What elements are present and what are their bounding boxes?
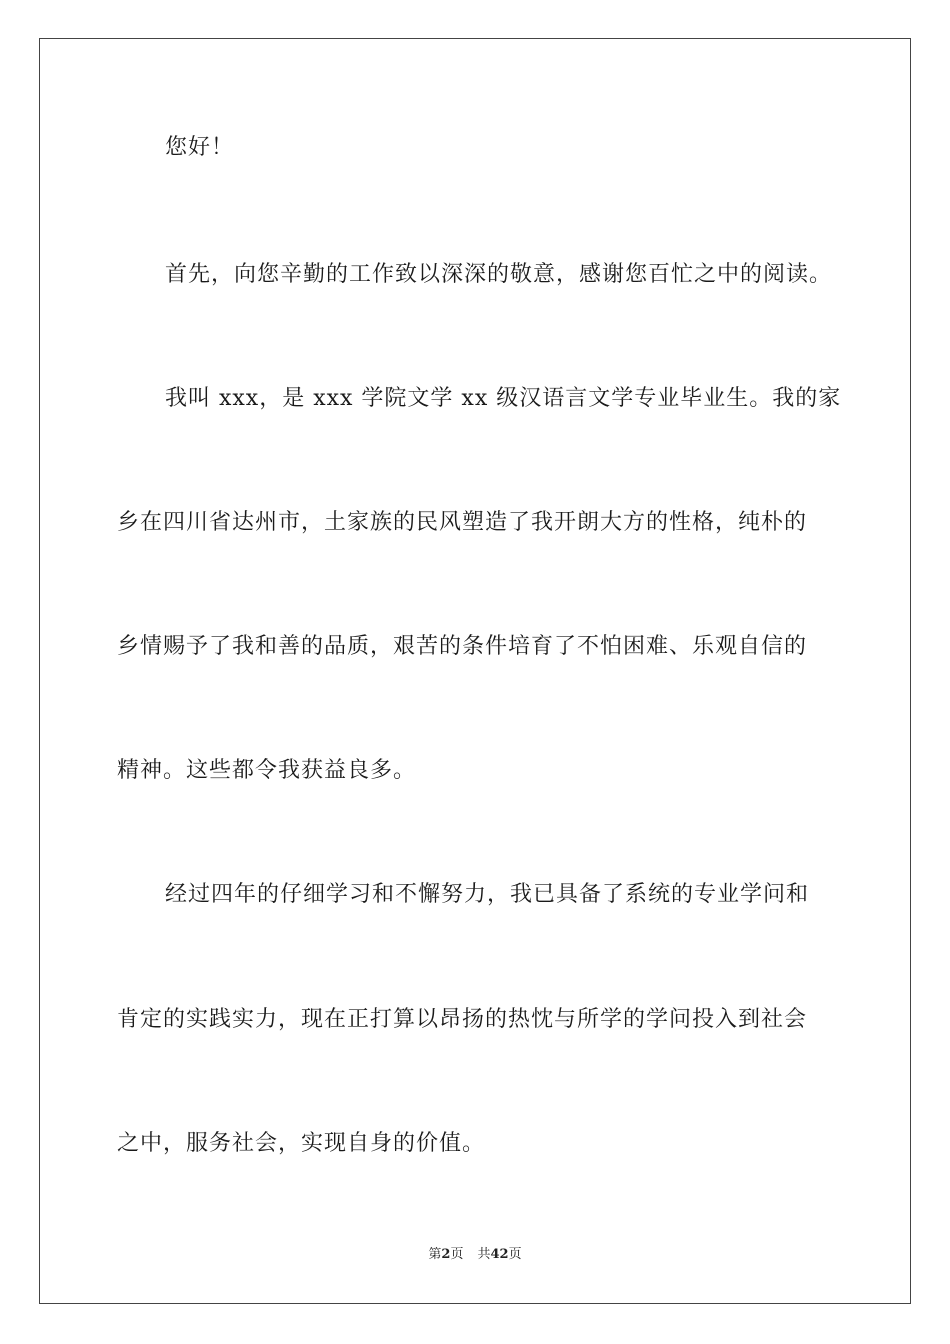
page-footer [0,1246,950,1264]
total-prefix: 共 [477,1247,491,1262]
body-line: 之中，服务社会，实现自身的价值。 [117,1131,486,1156]
page-number: 2 [441,1247,451,1262]
total-pages: 42 [490,1247,509,1262]
body-line: 精神。这些都令我获益良多。 [117,758,417,783]
greeting-line: 您好！ [165,135,235,160]
body-line: 我叫 xxx，是 xxx 学院文学 xx 级汉语言文学专业毕业生。我的家 [165,386,842,411]
body-line: 经过四年的仔细学习和不懈努力，我已具备了系统的专业学问和 [165,882,810,907]
page-border [39,38,911,1304]
body-line: 首先，向您辛勤的工作致以深深的敬意，感谢您百忙之中的阅读。 [165,262,833,287]
page-prefix: 第 [428,1247,442,1262]
body-line: 乡在四川省达州市，土家族的民风塑造了我开朗大方的性格，纯朴的 [117,510,808,535]
body-line: 肯定的实践实力，现在正打算以昂扬的热忱与所学的学问投入到社会 [117,1007,808,1032]
page-suffix: 页 [450,1247,464,1262]
total-suffix: 页 [508,1247,522,1262]
body-line: 乡情赐予了我和善的品质，艰苦的条件培育了不怕困难、乐观自信的 [117,634,808,659]
